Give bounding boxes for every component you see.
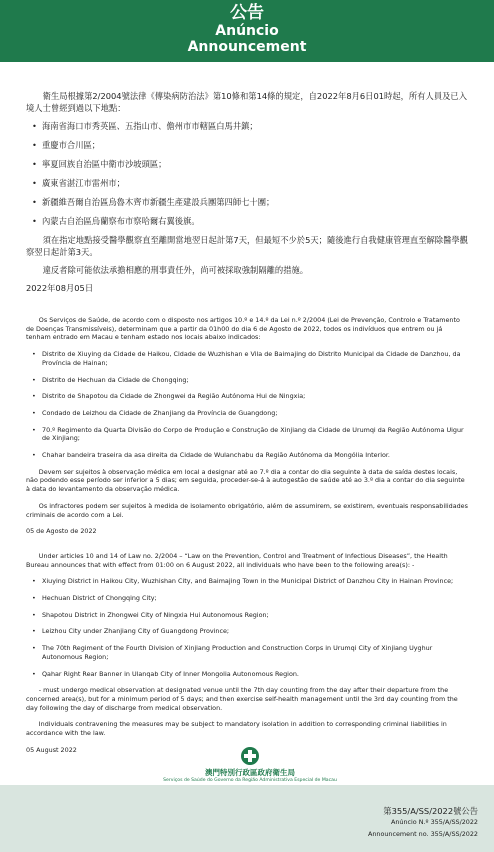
list-item: • 內蒙古自治區烏蘭察布市察哈爾右翼後旗。 bbox=[32, 215, 468, 228]
chinese-section bbox=[26, 90, 468, 294]
logo-name-pt: Serviços de Saúde do Governo da Região Administrativa Especial de Macau bbox=[163, 778, 337, 783]
pt-location-list bbox=[26, 350, 468, 460]
list-item: • 新疆維吾爾自治區烏魯木齊市新疆生產建設兵團第四師七十團； bbox=[32, 196, 468, 209]
zh-location-list bbox=[26, 120, 468, 228]
zh-observation-paragraph: 須在指定地點接受醫學觀察直至離開當地翌日起計第7天，但最短不少於5天；隨後進行自我健康管理直至解除醫學觀察翌日起計第3天。 bbox=[26, 235, 468, 257]
announcement-header bbox=[0, 0, 494, 62]
health-cross-icon bbox=[241, 747, 259, 765]
title-en: Announcement bbox=[187, 39, 307, 55]
list-item: • 重慶市合川區； bbox=[32, 139, 468, 152]
list-item: • Xiuying District in Haikou City, Wuzhishan City, and Baimajing Town in the Municipal District of Danzhou City in Hainan Province; bbox=[32, 577, 468, 586]
list-item: • Qahar Right Rear Banner in Ulanqab City of Inner Mongolia Autonomous Region. bbox=[32, 670, 468, 679]
list-item: • The 70th Regiment of the Fourth Division of Xinjiang Production and Construction Corps in Urumqi City of Xinjiang Uyghur Autonomous Region; bbox=[32, 644, 468, 661]
zh-intro: 衛生局根據第2/2004號法律《傳染病防治法》第10條和第14條的規定，自2022年8月6日01時起，所有人員及已入境人士曾經到過以下地點： bbox=[26, 91, 468, 113]
en-location-list bbox=[26, 577, 468, 678]
en-penalty-paragraph: Individuals contravening the measures may be subject to mandatory isolation in addition to corresponding criminal liabilities in accordance with the law. bbox=[26, 720, 447, 738]
reference-pt: Anúncio N.º 355/A/SS/2022 bbox=[390, 818, 478, 826]
list-item: • Distrito de Hechuan da Cidade de Chongqing; bbox=[32, 376, 468, 385]
reference-zh: 第355/A/SS/2022號公告 bbox=[383, 806, 478, 816]
list-item: • 70.º Regimento da Quarta Divisão do Corpo de Produção e Construção de Xinjiang da Cidade de Urumqi da Região Autónoma Uigur de Xinjiang; bbox=[32, 426, 468, 443]
list-item: • Distrito de Shapotou da Cidade de Zhongwei da Região Autónoma Hui de Ningxia; bbox=[32, 392, 468, 401]
portuguese-section bbox=[26, 316, 468, 536]
list-item: • 廣東省湛江市雷州市； bbox=[32, 177, 468, 190]
en-observation-paragraph: - must undergo medical observation at designated venue until the 7th day counting from the day after their departure from the concerned area(s), but for a minimum period of 5 days; and then exercise self-health management until the 3rd day counting from the day following the day of discharge from medical observation. bbox=[26, 686, 458, 712]
list-item: • 海南省海口市秀英區、五指山市、儋州市市轄區白馬井鎮； bbox=[32, 120, 468, 133]
pt-penalty-paragraph: Os infractores podem ser sujeitos à medida de isolamento obrigatório, além de assumirem, se existirem, eventuais responsabilidades criminais de acordo com a Lei. bbox=[26, 501, 468, 519]
pt-intro: Os Serviços de Saúde, de acordo com o disposto nos artigos 10.º e 14.º da Lei n.º 2/2004 (Lei de Prevenção, Controlo e Tratamento de Doenças Transmissíveis), determinam que a partir da 01h00 do dia 6 de Agosto de 2022, todos os indivíduos que entrem ou já tenham entrado em Macau e tenham estado nos locais abaixo indicados: bbox=[26, 316, 460, 342]
logo-name-zh: 澳門特別行政區政府衛生局 bbox=[205, 768, 295, 777]
health-bureau-logo bbox=[150, 747, 350, 784]
en-date: 05 August 2022 bbox=[26, 745, 77, 754]
list-item: • Leizhou City under Zhanjiang City of Guangdong Province; bbox=[32, 627, 468, 636]
list-item: • Distrito de Xiuying da Cidade de Haikou, Cidade de Wuzhishan e Vila de Baimajing do Distrito Municipal da Cidade de Danzhou, da Província de Hainan; bbox=[32, 350, 468, 367]
pt-date: 05 de Agosto de 2022 bbox=[26, 527, 97, 536]
announcement-body bbox=[0, 62, 494, 755]
zh-date: 2022年08月05日 bbox=[26, 283, 94, 293]
list-item: • 寧夏回族自治區中衛市沙坡頭區； bbox=[32, 158, 468, 171]
list-item: • Shapotou District in Zhongwei City of Ningxia Hui Autonomous Region; bbox=[32, 611, 468, 620]
reference-footer bbox=[0, 785, 494, 852]
list-item: • Chahar bandeira traseira da asa direita da Cidade de Wulanchabu da Região Autónoma da Mongólia Interior. bbox=[32, 451, 468, 460]
title-zh: 公告 bbox=[230, 3, 264, 23]
list-item: • Hechuan District of Chongqing City; bbox=[32, 594, 468, 603]
title-pt: Anúncio bbox=[215, 23, 279, 39]
english-section bbox=[26, 552, 468, 755]
en-intro: Under articles 10 and 14 of Law no. 2/2004 – “Law on the Prevention, Control and Treatment of Infectious Diseases”, the Health Bureau announces that with effect from 01:00 on 6 August 2022, all individuals who have been to the following area(s): - bbox=[26, 551, 448, 569]
reference-en: Announcement no. 355/A/SS/2022 bbox=[368, 830, 478, 838]
pt-observation-paragraph: Devem ser sujeitos à observação médica em local a designar até ao 7.º dia a contar do dia seguinte à data de saída destes locais, não podendo esse período ser inferior a 5 dias; em seguida, proceder-se-á à autogestão de saúde até ao 3.º dia a contar do dia seguinte à data do levantamento da observação médica. bbox=[26, 467, 465, 494]
list-item: • Condado de Leizhou da Cidade de Zhanjiang da Província de Guangdong; bbox=[32, 409, 468, 418]
zh-penalty-paragraph: 違反者除可能依法承擔相應的刑事責任外，尚可被採取強制隔離的措施。 bbox=[42, 265, 309, 275]
